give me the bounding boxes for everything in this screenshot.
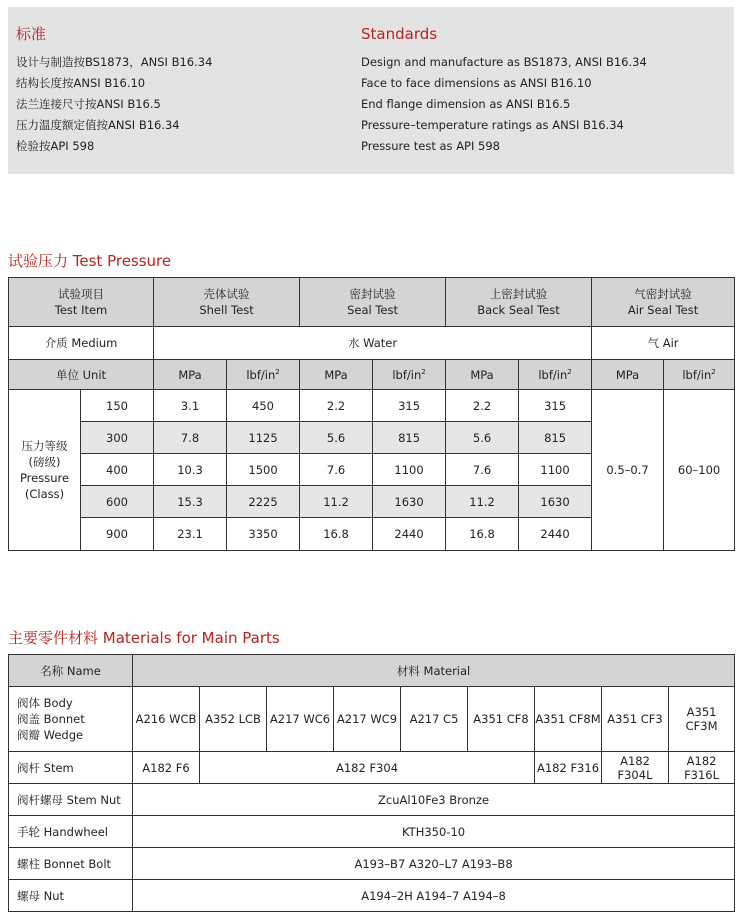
material-cell: A182 F304: [200, 752, 535, 784]
table-cell: 15.3: [154, 486, 227, 518]
standards-line-cn: 检验按API 598: [16, 139, 95, 153]
materials-title: 主要零件材料 Materials for Main Parts: [8, 629, 280, 647]
table-cell: 7.6: [446, 454, 519, 486]
table-cell: 3350: [227, 518, 300, 551]
table-row: [9, 784, 735, 816]
table-header-row: [9, 278, 735, 327]
medium-air: 气 Air: [592, 327, 735, 360]
table-cell: 815: [519, 422, 592, 454]
table-cell: 315: [519, 390, 592, 422]
table-row: [9, 816, 735, 848]
unit-cell: [300, 360, 373, 390]
part-label-line: 阀瓣 Wedge: [17, 728, 84, 742]
class-value: 900: [81, 518, 154, 551]
table-cell: 23.1: [154, 518, 227, 551]
medium-label: 介质 Medium: [9, 327, 154, 360]
unit-cell: [227, 360, 300, 390]
medium-water: 水 Water: [154, 327, 592, 360]
unit-superscript: 2: [421, 367, 426, 376]
material-cell: A193–B7 A320–L7 A193–B8: [133, 848, 735, 880]
material-cell: A217 WC9: [334, 687, 401, 752]
material-cell: ZcuAl10Fe3 Bronze: [133, 784, 735, 816]
standards-en-column: [361, 24, 647, 157]
standards-title-cn: 标准: [16, 25, 47, 43]
header-en: Back Seal Test: [477, 303, 560, 317]
table-cell: 2225: [227, 486, 300, 518]
table-cell: 1100: [373, 454, 446, 486]
handwheel-label: 手轮 Handwheel: [9, 816, 133, 848]
table-cell: 815: [373, 422, 446, 454]
standards-line-en: Design and manufacture as BS1873, ANSI B16.34: [361, 55, 647, 69]
header-air-seal-test: [592, 278, 735, 327]
unit-cell: [592, 360, 664, 390]
standards-line-cn: 结构长度按ANSI B16.10: [16, 76, 146, 90]
table-cell: 3.1: [154, 390, 227, 422]
material-cell: A352 LCB: [200, 687, 267, 752]
table-cell: 1500: [227, 454, 300, 486]
table-row: [9, 390, 735, 422]
class-label: [9, 390, 81, 551]
table-cell: 7.8: [154, 422, 227, 454]
test-pressure-table: [8, 277, 735, 551]
header-cn: 密封试验: [349, 287, 396, 301]
table-cell: 1630: [519, 486, 592, 518]
part-label-line: 阀盖 Bonnet: [17, 712, 85, 726]
unit-superscript: 2: [567, 367, 572, 376]
material-cell: A351 CF8M: [535, 687, 602, 752]
material-cell: A216 WCB: [133, 687, 200, 752]
table-cell: 1125: [227, 422, 300, 454]
unit-text: MPa: [324, 367, 348, 382]
material-cell: A351 CF3: [602, 687, 669, 752]
material-cell: A217 C5: [401, 687, 468, 752]
header-shell-test: [154, 278, 300, 327]
material-cell: A351 CF3M: [669, 687, 735, 752]
table-cell: 11.2: [300, 486, 373, 518]
unit-text: lbf/in: [246, 367, 276, 382]
standards-line-cn: 法兰连接尺寸按ANSI B16.5: [16, 97, 161, 111]
material-cell: A182 F316L: [669, 752, 735, 784]
table-cell: 1100: [519, 454, 592, 486]
unit-text: MPa: [470, 367, 494, 382]
header-material: 材料 Material: [133, 655, 735, 687]
materials-table: [8, 654, 735, 912]
table-cell: 450: [227, 390, 300, 422]
table-cell: 2440: [519, 518, 592, 551]
standards-line-en: Pressure test as API 598: [361, 139, 500, 153]
header-cn: 壳体试验: [203, 287, 250, 301]
standards-title-en: Standards: [361, 25, 438, 43]
header-en: Seal Test: [347, 303, 398, 317]
table-cell: 2.2: [446, 390, 519, 422]
unit-text: lbf/in: [392, 367, 422, 382]
material-cell: A217 WC6: [267, 687, 334, 752]
table-cell: 10.3: [154, 454, 227, 486]
standards-panel: [8, 7, 734, 174]
nut-label: 螺母 Nut: [9, 880, 133, 912]
table-row: [9, 848, 735, 880]
air-mpa-value: 0.5–0.7: [592, 390, 664, 551]
unit-label: 单位 Unit: [9, 360, 154, 390]
header-en: Shell Test: [199, 303, 254, 317]
standards-line-en: Pressure–temperature ratings as ANSI B16.34: [361, 118, 624, 132]
header-cn: 上密封试验: [489, 287, 548, 301]
table-cell: 16.8: [446, 518, 519, 551]
class-value: 300: [81, 422, 154, 454]
header-cn: 试验项目: [58, 287, 104, 301]
standards-line-en: Face to face dimensions as ANSI B16.10: [361, 76, 592, 90]
unit-text: lbf/in: [682, 367, 712, 382]
medium-row: [9, 327, 735, 360]
header-name: 名称 Name: [9, 655, 133, 687]
table-row: [9, 687, 735, 752]
stem-nut-label: 阀杆螺母 Stem Nut: [9, 784, 133, 816]
header-test-item: [9, 278, 154, 327]
part-label-line: 阀体 Body: [17, 696, 73, 710]
class-value: 150: [81, 390, 154, 422]
table-cell: 5.6: [300, 422, 373, 454]
material-cell: A182 F316: [535, 752, 602, 784]
materials-header-row: [9, 655, 735, 687]
table-cell: 315: [373, 390, 446, 422]
unit-text: MPa: [178, 367, 202, 382]
stem-label: 阀杆 Stem: [9, 752, 133, 784]
class-label-line: (磅级): [28, 455, 61, 469]
standards-cn-column: [16, 24, 212, 157]
header-en: Test Item: [54, 303, 108, 317]
unit-superscript: 2: [275, 367, 280, 376]
material-cell: A182 F6: [133, 752, 200, 784]
class-label-line: 压力等级: [21, 439, 68, 453]
unit-superscript: 2: [711, 367, 716, 376]
class-value: 600: [81, 486, 154, 518]
air-lbf-value: 60–100: [664, 390, 735, 551]
table-cell: 7.6: [300, 454, 373, 486]
unit-cell: [519, 360, 592, 390]
standards-line-en: End flange dimension as ANSI B16.5: [361, 97, 571, 111]
table-cell: 5.6: [446, 422, 519, 454]
header-seal-test: [300, 278, 446, 327]
table-cell: 1630: [373, 486, 446, 518]
table-cell: 2440: [373, 518, 446, 551]
table-cell: 2.2: [300, 390, 373, 422]
unit-text: MPa: [615, 367, 640, 382]
unit-cell: [154, 360, 227, 390]
table-cell: 16.8: [300, 518, 373, 551]
class-value: 400: [81, 454, 154, 486]
unit-row: [9, 360, 735, 390]
unit-cell: [373, 360, 446, 390]
class-label-line: Pressure: [19, 471, 70, 485]
table-row: [9, 752, 735, 784]
test-pressure-title: 试验压力 Test Pressure: [8, 252, 172, 270]
header-back-seal-test: [446, 278, 592, 327]
material-cell: A194–2H A194–7 A194–8: [133, 880, 735, 912]
table-cell: 11.2: [446, 486, 519, 518]
unit-cell: [664, 360, 735, 390]
unit-cell: [446, 360, 519, 390]
material-cell: KTH350-10: [133, 816, 735, 848]
class-label-line: (Class): [24, 487, 65, 501]
body-bonnet-wedge-label: [9, 687, 133, 752]
bonnet-bolt-label: 螺柱 Bonnet Bolt: [9, 848, 133, 880]
material-cell: A182 F304L: [602, 752, 669, 784]
header-cn: 气密封试验: [634, 287, 692, 301]
standards-line-cn: 设计与制造按BS1873，ANSI B16.34: [16, 55, 213, 69]
material-cell: A351 CF8: [468, 687, 535, 752]
table-row: [9, 880, 735, 912]
unit-text: lbf/in: [538, 367, 568, 382]
header-en: Air Seal Test: [627, 303, 699, 317]
standards-line-cn: 压力温度额定值按ANSI B16.34: [16, 118, 180, 132]
